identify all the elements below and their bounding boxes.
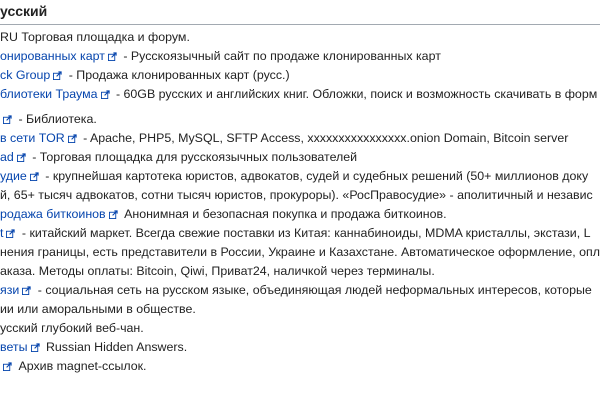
- list-item: [0, 205, 600, 224]
- item-link[interactable]: блиотеки Траума: [0, 87, 98, 101]
- list-item: [0, 186, 600, 205]
- heading-divider: [0, 24, 600, 25]
- external-link-icon[interactable]: [30, 172, 39, 181]
- list-item: [0, 47, 600, 66]
- list-item: [0, 110, 600, 129]
- item-description: Архив magnet-ссылок.: [15, 359, 147, 373]
- item-description: - Продажа клонированных карт (русс.): [65, 68, 290, 82]
- list-item: [0, 319, 600, 338]
- external-link-icon[interactable]: [17, 153, 26, 162]
- list-item: [0, 300, 600, 319]
- external-link-icon[interactable]: [108, 52, 117, 61]
- item-description: й, 65+ тысяч адвокатов, сотни тысяч юристов, прокуроры). «РосПравосудие» - аполитичный и независ: [0, 188, 593, 202]
- list-item: [0, 262, 600, 281]
- item-link[interactable]: веты: [0, 340, 28, 354]
- item-description: аказа. Методы оплаты: Bitcoin, Qiwi, Приват24, наличкой через терминалы.: [0, 264, 435, 278]
- external-link-icon[interactable]: [109, 210, 118, 219]
- external-link-icon[interactable]: [22, 286, 31, 295]
- item-description: - Торговая площадка для русскоязычных пользователей: [28, 150, 358, 164]
- item-link[interactable]: язи: [0, 283, 20, 297]
- item-description: Анонимная и безопасная покупка и продажа биткоинов.: [120, 207, 447, 221]
- item-description: - Русскоязычный сайт по продаже клонированных карт: [119, 49, 441, 63]
- list-item: [0, 357, 600, 376]
- item-link[interactable]: онированных карт: [0, 49, 105, 63]
- external-link-icon[interactable]: [68, 134, 77, 143]
- list-item: [0, 129, 600, 148]
- list-item: [0, 281, 600, 300]
- item-description: нения границы, есть представители в России, Украине и Казахстане. Автоматическое оформление, опл: [0, 245, 600, 259]
- item-link[interactable]: ck Group: [0, 68, 51, 82]
- item-description: - Apache, PHP5, MySQL, SFTP Access, xxxxxxxxxxxxxxxx.onion Domain, Bitcoin server: [79, 131, 569, 145]
- external-link-icon[interactable]: [6, 229, 15, 238]
- external-link-icon[interactable]: [53, 71, 62, 80]
- list-item: [0, 66, 600, 85]
- list-item: [0, 167, 600, 186]
- list-item: [0, 243, 600, 262]
- item-link[interactable]: удие: [0, 169, 27, 183]
- item-description: - социальная сеть на русском языке, объединяющая людей неформальных интересов, которые: [34, 283, 592, 297]
- external-link-icon[interactable]: [3, 362, 12, 371]
- list-item: [0, 28, 600, 47]
- item-link[interactable]: ad: [0, 150, 14, 164]
- item-description: Торговая площадка и форум.: [17, 30, 190, 44]
- item-description: - 60GB русских и английских книг. Обложки, поиск и возможность скачивать в форм: [112, 87, 598, 101]
- list-item: [0, 338, 600, 357]
- external-link-icon[interactable]: [101, 90, 110, 99]
- item-description: - крупнейшая картотека юристов, адвокатов, судей и судебных решений (50+ миллионов доку: [41, 169, 589, 183]
- item-link[interactable]: t: [0, 226, 4, 240]
- external-link-icon[interactable]: [31, 343, 40, 352]
- external-link-icon[interactable]: [3, 115, 12, 124]
- item-prefix: RU: [0, 30, 18, 44]
- list-item: [0, 148, 600, 167]
- item-description: Russian Hidden Answers.: [42, 340, 188, 354]
- item-description: усский глубокий веб-чан.: [0, 321, 144, 335]
- section-heading-text: усский: [0, 3, 48, 19]
- item-description: ии или аморальными в обществе.: [0, 302, 196, 316]
- link-list: [0, 28, 600, 376]
- section-heading: [0, 0, 600, 24]
- item-description: - Библиотека.: [15, 112, 97, 126]
- item-link[interactable]: родажа биткоинов: [0, 207, 106, 221]
- item-description: - китайский маркет. Всегда свежие поставки из Китая: каннабиноиды, MDMA кристаллы, экстази, L: [18, 226, 591, 240]
- item-link[interactable]: в сети TOR: [0, 131, 65, 145]
- list-item: [0, 224, 600, 243]
- list-item: [0, 85, 600, 104]
